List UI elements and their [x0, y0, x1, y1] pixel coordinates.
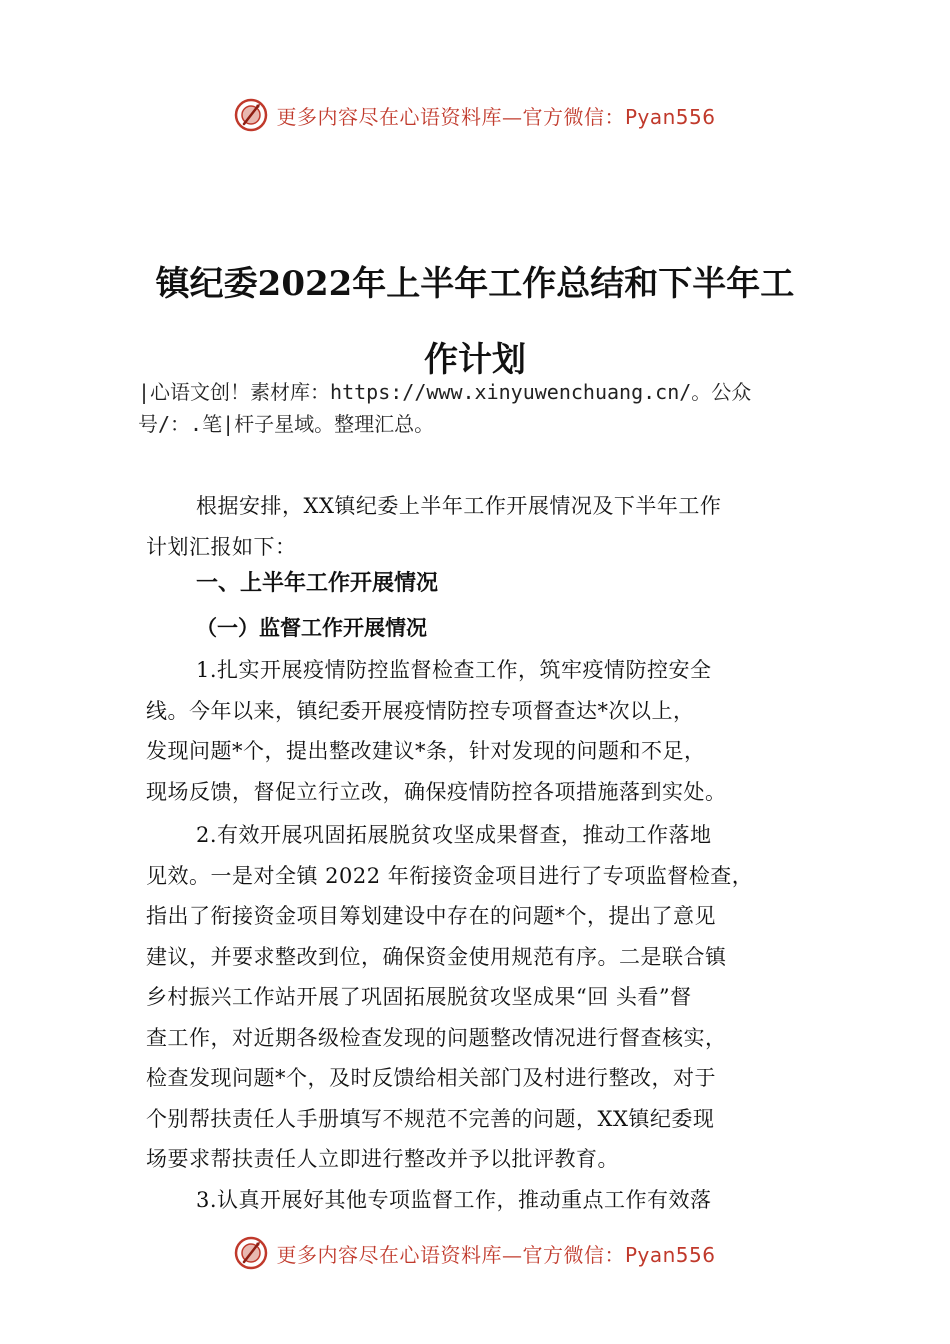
paragraph-line: 乡村振兴工作站开展了巩固拓展脱贫攻坚成果“回 头看”督 — [146, 985, 692, 1009]
paragraph-line: 2.有效开展巩固拓展脱贫攻坚成果督查，推动工作落地 — [196, 823, 712, 847]
banner-library-text: 更多内容尽在心语资料库 — [276, 104, 502, 129]
paragraph-line: 现场反馈，督促立行立改，确保疫情防控各项措施落到实处。 — [146, 779, 727, 804]
paragraph-line: 根据安排，XX镇纪委上半年工作开展情况及下半年工作 — [196, 494, 722, 518]
brand-logo-icon — [234, 98, 268, 132]
paragraph-line: 建议，并要求整改到位，确保资金使用规范有序。二是联合镇 — [146, 944, 727, 969]
banner-wechat-text: 官方微信：Pyan556 — [522, 104, 716, 129]
banner-separator: — — [501, 1242, 523, 1267]
intro-paragraph — [146, 486, 866, 567]
banner-text — [276, 1239, 715, 1268]
banner-separator: — — [501, 104, 523, 129]
document-title-line1: 镇纪委2022年上半年工作总结和下半年工 — [155, 264, 795, 304]
source-notice-line2: 号/：.笔|杆子星域。整理汇总。 — [138, 412, 435, 436]
paragraph-line: 3.认真开展好其他专项监督工作，推动重点工作有效落 — [196, 1188, 712, 1212]
banner-wechat-text: 官方微信：Pyan556 — [522, 1242, 716, 1267]
paragraph-line: 1.扎实开展疫情防控监督检查工作，筑牢疫情防控安全 — [196, 658, 712, 682]
banner-library-text: 更多内容尽在心语资料库 — [276, 1242, 502, 1267]
paragraph-line: 检查发现问题*个，及时反馈给相关部门及村进行整改，对于 — [146, 1066, 716, 1090]
item-2-paragraph — [146, 815, 866, 1180]
item-3-paragraph — [146, 1180, 866, 1221]
footer-banner — [0, 1233, 950, 1273]
source-notice — [138, 376, 858, 440]
paragraph-line: 计划汇报如下： — [146, 534, 297, 559]
subsection-heading: （一）监督工作开展情况 — [196, 615, 427, 640]
header-banner — [0, 95, 950, 135]
document-title-line2: 作计划 — [424, 340, 526, 380]
banner-text — [276, 101, 715, 130]
section-heading: 一、上半年工作开展情况 — [196, 571, 439, 596]
paragraph-line: 见效。一是对全镇 2022 年衔接资金项目进行了专项监督检查， — [146, 863, 754, 888]
source-notice-line1: |心语文创！素材库：https://www.xinyuwenchuang.cn/。公众 — [138, 380, 752, 404]
paragraph-line: 发现问题*个，提出整改建议*条，针对发现的问题和不足， — [146, 739, 706, 763]
paragraph-line: 个别帮扶责任人手册填写不规范不完善的问题，XX镇纪委现 — [146, 1106, 715, 1131]
paragraph-line: 指出了衔接资金项目筹划建设中存在的问题*个，提出了意见 — [146, 904, 716, 928]
brand-logo-icon — [234, 1236, 268, 1270]
item-1-paragraph — [146, 650, 866, 812]
paragraph-line: 场要求帮扶责任人立即进行整改并予以批评教育。 — [146, 1147, 619, 1171]
paragraph-line: 线。今年以来，镇纪委开展疫情防控专项督查达*次以上， — [146, 698, 695, 723]
paragraph-line: 查工作，对近期各级检查发现的问题整改情况进行督查核实， — [146, 1025, 727, 1050]
